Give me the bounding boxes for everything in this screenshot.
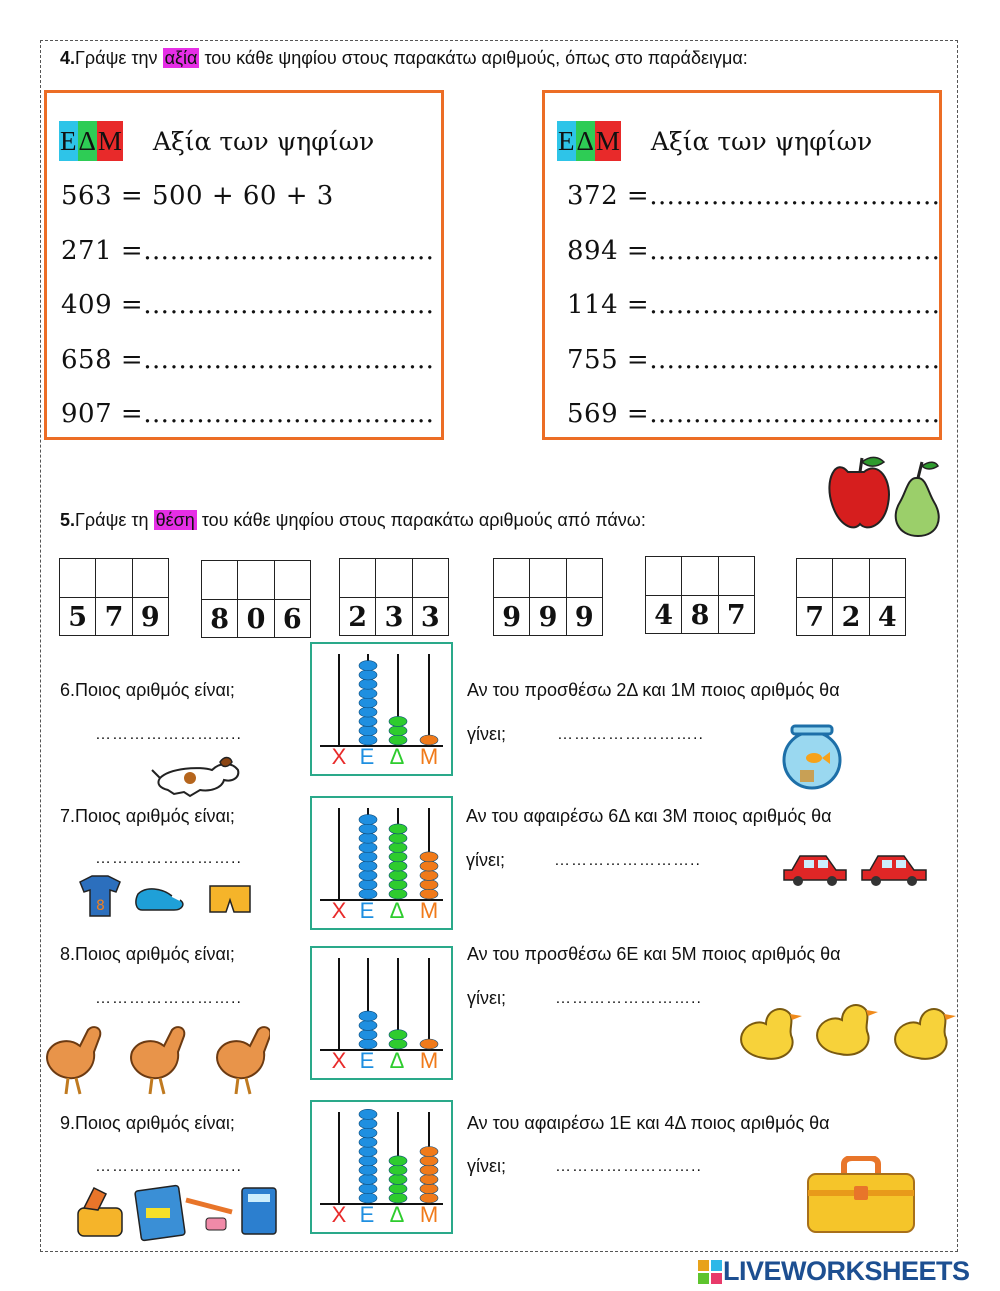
abacus-bead-e xyxy=(359,880,377,890)
abacus-bead-e xyxy=(359,861,377,871)
value-row-input[interactable]: 372 =…………………………… xyxy=(567,181,941,211)
ducks-icon xyxy=(736,994,958,1072)
q7-operation-2: γίνει; xyxy=(466,850,506,870)
abacus-bead-d xyxy=(389,1165,407,1175)
place-value-table: 5 7 9 xyxy=(59,558,169,636)
q8-answer-input[interactable]: …………………….. xyxy=(95,990,242,1007)
place-cell-input[interactable] xyxy=(870,559,905,597)
q6-answer-input[interactable]: …………………….. xyxy=(95,726,242,743)
value-row-input[interactable]: 658 =…………………………… xyxy=(61,344,435,375)
liveworksheets-logo: LIVEWORKSHEETS xyxy=(697,1256,970,1287)
abacus-bead-e xyxy=(359,679,377,689)
place-cell-input[interactable] xyxy=(530,559,566,597)
dog-icon xyxy=(150,748,242,800)
q8-operation-2: γίνει; xyxy=(467,988,507,1008)
abacus-bead-e xyxy=(359,1109,377,1119)
place-cell-input[interactable] xyxy=(797,559,833,597)
place-cell-input[interactable] xyxy=(96,559,132,597)
q8-prompt: 8.Ποιος αριθμός είναι; xyxy=(60,944,235,964)
abacus-bead-e xyxy=(359,1156,377,1166)
value-row-input[interactable]: 894 =…………………………… xyxy=(567,235,941,266)
abacus-bead-m xyxy=(420,1147,438,1157)
abacus-bead-e xyxy=(359,1128,377,1138)
edm-badge: Ε Δ Μ xyxy=(59,121,123,161)
abacus-q6: Χ Ε Δ Μ xyxy=(310,642,453,776)
abacus-bead-e xyxy=(359,852,377,862)
briefcase-icon xyxy=(806,1156,916,1236)
value-row-input[interactable]: 755 =…………………………… xyxy=(567,344,941,375)
fishbowl-icon xyxy=(778,714,846,792)
value-row-input[interactable]: 114 =…………………………… xyxy=(567,290,941,320)
hens-icon xyxy=(40,1018,270,1100)
abacus-bead-e xyxy=(359,1020,377,1030)
abacus-bead-e xyxy=(359,689,377,699)
place-cell-input[interactable] xyxy=(238,561,274,599)
abacus-bead-e xyxy=(359,1165,377,1175)
abacus-bead-m xyxy=(420,1165,438,1175)
abacus-bead-m xyxy=(420,1156,438,1166)
q6-prompt: 6.Ποιος αριθμός είναι; xyxy=(60,680,235,700)
abacus-bead-e xyxy=(359,1174,377,1184)
apple-pear-icon xyxy=(826,452,944,538)
abacus-bead-e xyxy=(359,870,377,880)
q4-highlight: αξία xyxy=(164,48,198,68)
q4-heading: 4.Γράψε την αξία του κάθε ψηφίου στους παρακάτω αριθμούς, όπως στο παράδειγμα: xyxy=(60,48,748,68)
abacus-bead-e xyxy=(359,698,377,708)
abacus-bead-e xyxy=(359,726,377,736)
place-value-table: 4 8 7 xyxy=(645,556,755,634)
abacus-bead-d xyxy=(389,726,407,736)
logo-icon xyxy=(697,1259,723,1285)
value-box-left xyxy=(44,90,444,440)
abacus-bead-e xyxy=(359,1184,377,1194)
q9-operation: Αν του αφαιρέσω 1Ε και 4Δ ποιος αριθμός θα xyxy=(467,1113,830,1133)
abacus-bead-m xyxy=(420,1184,438,1194)
place-cell-input[interactable] xyxy=(376,559,412,597)
abacus-bead-d xyxy=(389,824,407,834)
place-cell-input[interactable] xyxy=(682,557,718,595)
place-cell-input[interactable] xyxy=(567,559,602,597)
value-row: 563 = 500 + 60 + 3 xyxy=(61,181,334,211)
q6-result-input[interactable]: …………………….. xyxy=(557,726,704,743)
abacus-bead-e xyxy=(359,1147,377,1157)
abacus-bead-d xyxy=(389,843,407,853)
abacus-bead-e xyxy=(359,670,377,680)
q9-result-input[interactable]: …………………….. xyxy=(555,1158,702,1175)
abacus-bead-e xyxy=(359,707,377,717)
abacus-bead-e xyxy=(359,843,377,853)
abacus-bead-e xyxy=(359,1119,377,1129)
place-value-table: 7 2 4 xyxy=(796,558,906,636)
place-cell-input[interactable] xyxy=(275,561,310,599)
value-box-right xyxy=(542,90,942,440)
q8-result-input[interactable]: …………………….. xyxy=(555,990,702,1007)
q8-operation: Αν του προσθέσω 6Ε και 5Μ ποιος αριθμός θα xyxy=(467,944,841,964)
abacus-bead-d xyxy=(389,1156,407,1166)
svg-text:8: 8 xyxy=(96,898,105,914)
value-row-input[interactable]: 271 =…………………………… xyxy=(61,235,435,266)
q9-answer-input[interactable]: …………………….. xyxy=(95,1158,242,1175)
q6-operation-2: γίνει; xyxy=(467,724,507,744)
edm-badge: Ε Δ Μ xyxy=(557,121,621,161)
abacus-bead-m xyxy=(420,852,438,862)
place-cell-input[interactable] xyxy=(60,559,96,597)
abacus-bead-e xyxy=(359,716,377,726)
abacus-bead-e xyxy=(359,661,377,671)
q7-operation: Αν του αφαιρέσω 6Δ και 3Μ ποιος αριθμός θα xyxy=(466,806,832,826)
abacus-bead-e xyxy=(359,1137,377,1147)
q7-answer-input[interactable]: …………………….. xyxy=(95,850,242,867)
place-cell-input[interactable] xyxy=(340,559,376,597)
abacus-bead-d xyxy=(389,861,407,871)
place-cell-input[interactable] xyxy=(719,557,754,595)
q7-prompt: 7.Ποιος αριθμός είναι; xyxy=(60,806,235,826)
abacus-q8: Χ Ε Δ Μ xyxy=(310,946,453,1080)
abacus-bead-d xyxy=(389,1174,407,1184)
q9-operation-2: γίνει; xyxy=(467,1156,507,1176)
box-label: Αξία των ψηφίων xyxy=(152,126,375,156)
place-value-table: 8 0 6 xyxy=(201,560,311,638)
box-label: Αξία των ψηφίων xyxy=(650,126,873,156)
clothes-icon xyxy=(76,874,266,920)
abacus-bead-d xyxy=(389,833,407,843)
abacus-bead-e xyxy=(359,1011,377,1021)
abacus-q7: Χ Ε Δ Μ xyxy=(310,796,453,930)
abacus-bead-d xyxy=(389,852,407,862)
abacus-bead-d xyxy=(389,716,407,726)
school-supplies-icon xyxy=(76,1180,280,1242)
place-cell-input[interactable] xyxy=(833,559,869,597)
abacus-bead-e xyxy=(359,833,377,843)
q9-prompt: 9.Ποιος αριθμός είναι; xyxy=(60,1113,235,1133)
value-row-input[interactable]: 569 =…………………………… xyxy=(567,399,941,429)
place-value-table: 2 3 3 xyxy=(339,558,449,636)
q5-highlight: θέση xyxy=(155,510,195,530)
abacus-bead-d xyxy=(389,1030,407,1040)
abacus-bead-d xyxy=(389,880,407,890)
q7-result-input[interactable]: …………………….. xyxy=(554,852,701,869)
place-cell-input[interactable] xyxy=(646,557,682,595)
abacus-bead-m xyxy=(420,870,438,880)
cars-icon xyxy=(780,848,930,888)
abacus-bead-m xyxy=(420,1174,438,1184)
abacus-bead-m xyxy=(420,861,438,871)
place-value-table: 9 9 9 xyxy=(493,558,603,636)
abacus-bead-m xyxy=(420,880,438,890)
place-cell-input[interactable] xyxy=(133,559,168,597)
place-cell-input[interactable] xyxy=(494,559,530,597)
abacus-bead-d xyxy=(389,1184,407,1194)
abacus-q9: Χ Ε Δ Μ xyxy=(310,1100,453,1234)
place-cell-input[interactable] xyxy=(413,559,448,597)
abacus-bead-e xyxy=(359,1030,377,1040)
q5-heading: 5.Γράψε τη θέση του κάθε ψηφίου στους παρακάτω αριθμούς από πάνω: xyxy=(60,510,646,530)
abacus-bead-e xyxy=(359,824,377,834)
q6-operation: Αν του προσθέσω 2Δ και 1Μ ποιος αριθμός θα xyxy=(467,680,840,700)
place-cell-input[interactable] xyxy=(202,561,238,599)
abacus-bead-d xyxy=(389,870,407,880)
value-row-input[interactable]: 409 =…………………………… xyxy=(61,290,435,320)
abacus-bead-e xyxy=(359,815,377,825)
value-row-input[interactable]: 907 =…………………………… xyxy=(61,399,435,429)
